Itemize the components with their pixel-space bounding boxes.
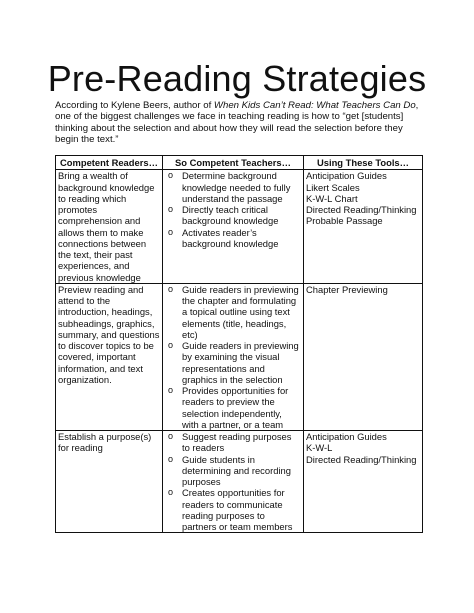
table-header-row	[56, 156, 423, 170]
list-item	[165, 385, 301, 430]
tools-cell	[304, 431, 423, 533]
list-item	[165, 454, 301, 488]
list-item	[165, 340, 301, 385]
bullet-icon: o	[168, 226, 174, 237]
intro-lead: According to Kylene Beers, author of	[55, 100, 214, 111]
tools-cell	[304, 283, 423, 430]
tool-item: Chapter Previewing	[306, 283, 388, 295]
teacher-action-text: Suggest reading purposes to readers	[182, 431, 292, 454]
table-row	[56, 283, 423, 430]
strategies-table	[55, 155, 423, 533]
bullet-icon: o	[168, 170, 174, 181]
tool-item: Likert Scales	[306, 181, 360, 193]
bullet-icon: o	[168, 340, 174, 350]
bullet-icon: o	[168, 204, 174, 214]
teacher-actions-list	[165, 431, 301, 532]
tool-item: Anticipation Guides	[306, 170, 387, 182]
teacher-action-text: Guide students in determining and recording purposes	[182, 453, 291, 487]
table-row	[56, 431, 423, 533]
header-tools: Using These Tools…	[304, 156, 423, 170]
list-item	[165, 284, 301, 340]
tool-item: Probable Passage	[306, 215, 383, 227]
tools-cell	[304, 170, 423, 284]
list-item	[165, 487, 301, 532]
teacher-action-text: Directly teach critical background knowledge	[182, 204, 279, 227]
readers-cell: Bring a wealth of background knowledge to reading which promotes comprehension and allows them to make connections between the text, their past experiences, and previous knowledge	[56, 170, 163, 284]
teacher-action-text: Guide readers in previewing the chapter and formulating a topical outline using text elements (title, headings, etc)	[182, 283, 299, 340]
intro-paragraph	[55, 100, 425, 145]
teacher-action-text: Creates opportunities for readers to communicate reading purposes to partners or team members	[182, 487, 293, 532]
tool-item: K-W-L Chart	[306, 192, 358, 204]
readers-cell: Establish a purpose(s) for reading	[56, 431, 163, 533]
list-item	[165, 204, 301, 227]
list-item	[165, 431, 301, 454]
bullet-icon: o	[168, 487, 174, 498]
teachers-cell	[163, 283, 304, 430]
bullet-icon: o	[168, 431, 174, 441]
teacher-actions-list	[165, 284, 301, 430]
tool-item: Directed Reading/Thinking	[306, 453, 417, 465]
header-competent-teachers: So Competent Teachers…	[163, 156, 304, 170]
tool-item: Directed Reading/Thinking	[306, 204, 417, 215]
list-item	[165, 170, 301, 204]
teacher-actions-list	[165, 170, 301, 249]
page-title: Pre-Reading Strategies	[47, 58, 427, 99]
intro-rest: , one of the biggest challenges we face in teaching reading is how to “get [students] thinking about the selection and about how they will read the selection before they begin the text.”	[55, 100, 419, 145]
teacher-action-text: Activates reader’s background knowledge	[182, 226, 279, 249]
readers-cell: Preview reading and attend to the introduction, headings, subheadings, graphics, summary, and questions to discover topics to be covered, important information, and text organization.	[56, 283, 163, 430]
header-competent-readers: Competent Readers…	[56, 156, 163, 170]
teacher-action-text: Provides opportunities for readers to preview the selection independently, with a partner, or a team	[182, 385, 289, 430]
table-row	[56, 170, 423, 284]
teachers-cell	[163, 170, 304, 284]
tool-item: Anticipation Guides	[306, 431, 387, 442]
tool-item: K-W-L	[306, 442, 333, 454]
teachers-cell	[163, 431, 304, 533]
list-item	[165, 227, 301, 250]
bullet-icon: o	[168, 283, 174, 294]
bullet-icon: o	[168, 453, 174, 464]
intro-book-title: When Kids Can’t Read: What Teachers Can Do	[213, 100, 416, 111]
teacher-action-text: Guide readers in previewing by examining the visual representations and graphics in the selection	[182, 340, 299, 385]
bullet-icon: o	[168, 385, 174, 395]
teacher-action-text: Determine background knowledge needed to fully understand the passage	[182, 170, 291, 204]
